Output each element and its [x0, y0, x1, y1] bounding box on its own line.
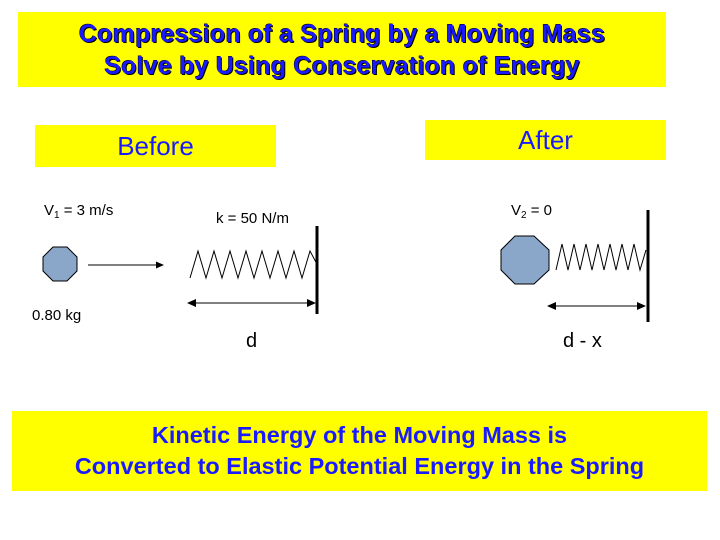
before-mass-octagon — [43, 247, 77, 281]
before-spring — [190, 251, 318, 278]
after-spring — [556, 244, 646, 270]
before-velocity-label: $V_1 = 3$ m/s — [44, 202, 114, 221]
conclusion-banner — [12, 411, 707, 491]
before-label: Before — [117, 130, 194, 161]
after-label: After — [518, 124, 573, 155]
spring-constant-label: k = 50 N/m — [216, 210, 289, 227]
conclusion-line-1: Kinetic Energy of the Moving Mass is — [151, 422, 568, 448]
conclusion-line-2: Converted to Elastic Potential Energy in the Spring — [74, 453, 645, 479]
after-distance-arrow — [547, 302, 646, 310]
after-mass-octagon — [501, 236, 549, 284]
title-line-1: Compression of a Spring by a Moving Mass — [78, 19, 606, 48]
before-distance-arrow — [187, 299, 316, 307]
before-distance-label: d — [246, 330, 258, 352]
before-velocity-arrow — [88, 262, 164, 269]
title-line-2: Solve by Using Conservation of Energy — [104, 51, 580, 80]
after-distance-label: d - x — [563, 330, 602, 352]
mass-label: 0.80 kg — [32, 307, 82, 324]
after-velocity-label: $V_2 = 0$ — [511, 202, 553, 221]
